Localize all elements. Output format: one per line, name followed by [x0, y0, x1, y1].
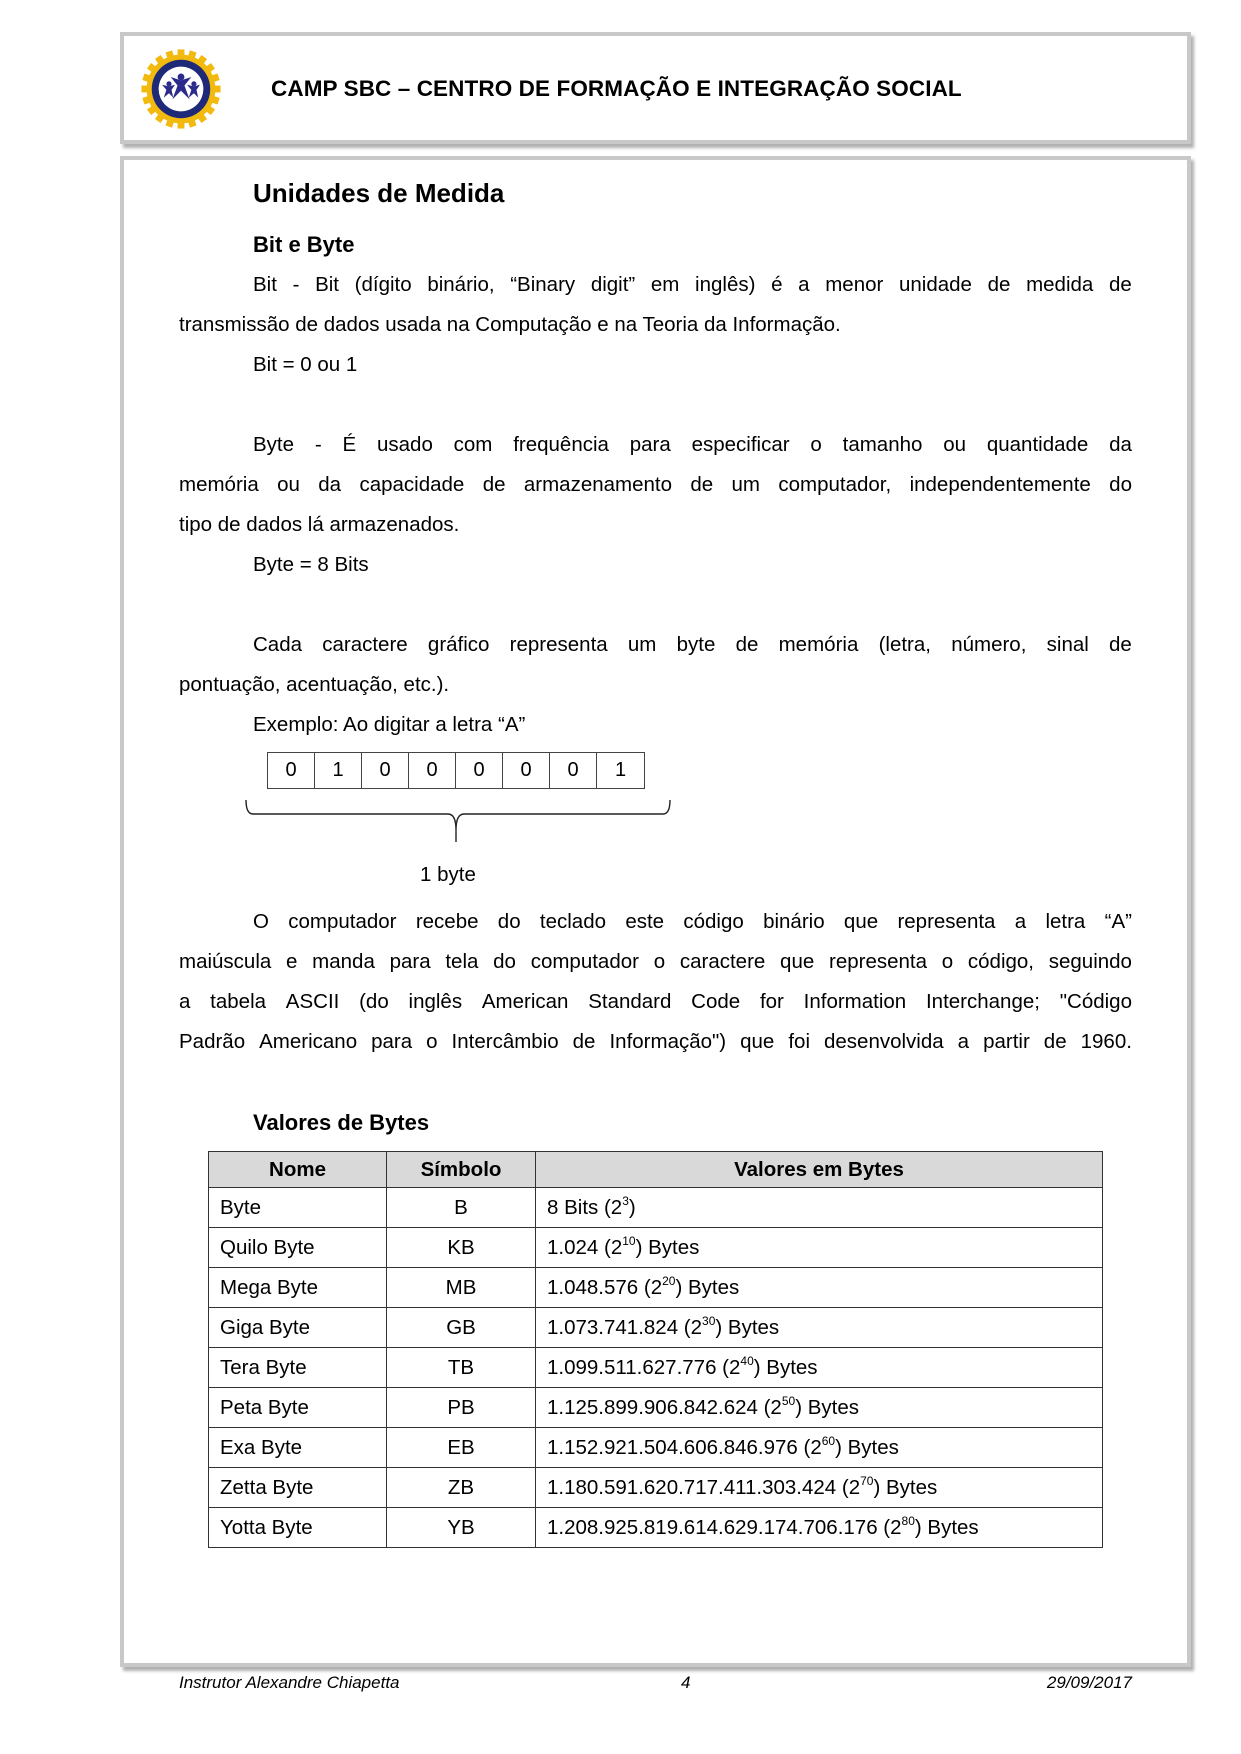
unit-name: Peta Byte: [209, 1388, 387, 1428]
byte-paragraph-line1: [253, 433, 1132, 457]
word: número,: [951, 633, 1027, 656]
value-exponent: 80: [901, 1513, 915, 1528]
value-suffix: ): [628, 1195, 636, 1219]
word: “A”: [1104, 910, 1132, 933]
table-row: [209, 1508, 1103, 1548]
unit-name: Giga Byte: [209, 1308, 387, 1348]
word: maiúscula: [179, 950, 272, 973]
word: código: [683, 910, 744, 933]
value-exponent: 10: [622, 1233, 636, 1248]
word: a: [798, 273, 810, 296]
bit-cell: 0: [362, 753, 409, 788]
word: É: [342, 433, 357, 456]
value-base: 1.208.925.819.614.629.174.706.176 (2: [547, 1515, 902, 1539]
word: de: [987, 273, 1011, 296]
byte-equation: Byte = 8 Bits: [253, 553, 369, 576]
table-row: [209, 1268, 1103, 1308]
unit-value: [536, 1268, 1103, 1308]
word: frequência: [513, 433, 609, 456]
value-base: 1.048.576 (2: [547, 1275, 663, 1299]
value-base: 1.180.591.620.717.411.303.424 (2: [547, 1475, 861, 1499]
word: menor: [825, 273, 884, 296]
binary-bits-row: [267, 752, 645, 789]
unit-symbol: PB: [387, 1388, 536, 1428]
unit-name: Zetta Byte: [209, 1468, 387, 1508]
column-header-name: Nome: [209, 1152, 387, 1188]
unit-value: [536, 1468, 1103, 1508]
word: para: [389, 950, 431, 973]
word: tela: [445, 950, 479, 973]
word: gráfico: [427, 633, 490, 656]
byte-paragraph-line2: [179, 473, 1132, 497]
value-base: 1.125.899.906.842.624 (2: [547, 1395, 782, 1419]
word: Intercâmbio: [451, 1030, 559, 1053]
word: Cada: [253, 633, 303, 656]
table-row: [209, 1348, 1103, 1388]
word: "Código: [1059, 990, 1132, 1013]
unit-symbol: EB: [387, 1428, 536, 1468]
unit-name: Yotta Byte: [209, 1508, 387, 1548]
word: Code: [691, 990, 741, 1013]
word: inglês): [695, 273, 756, 296]
value-base: 1.073.741.824 (2: [547, 1315, 703, 1339]
unit-value: [536, 1188, 1103, 1228]
word: um: [731, 473, 761, 496]
word: Padrão: [179, 1030, 246, 1053]
value-exponent: 60: [821, 1433, 836, 1448]
word: computador: [530, 950, 639, 973]
page-title: Unidades de Medida: [253, 178, 505, 208]
word: caractere: [679, 950, 766, 973]
unit-symbol: TB: [387, 1348, 536, 1388]
table-row: [209, 1428, 1103, 1468]
word: recebe: [415, 910, 479, 933]
value-suffix: ) Bytes: [675, 1275, 740, 1299]
value-suffix: ) Bytes: [914, 1515, 979, 1539]
word: Americano: [259, 1030, 358, 1053]
word: capacidade: [359, 473, 465, 496]
word: é: [771, 273, 783, 296]
bit-cell: 0: [503, 753, 550, 788]
unit-symbol: MB: [387, 1268, 536, 1308]
word: partir: [983, 1030, 1030, 1053]
word: o: [810, 433, 822, 456]
word: Information: [803, 990, 907, 1013]
word: “Binary: [510, 273, 576, 296]
unit-value: [536, 1348, 1103, 1388]
word: Bit: [253, 273, 277, 296]
word: e: [286, 950, 298, 973]
word: seguindo: [1048, 950, 1132, 973]
value-exponent: 20: [662, 1273, 676, 1288]
section-heading-byte-values: Valores de Bytes: [253, 1110, 430, 1135]
value-base: 8 Bits (2: [547, 1195, 623, 1219]
table-header-row: [209, 1152, 1103, 1188]
word: o: [426, 1030, 438, 1053]
ascii-paragraph-line4: [179, 1030, 1132, 1054]
byte-brace-icon: [243, 800, 673, 846]
ascii-paragraph-line1: [253, 910, 1132, 934]
unit-name: Mega Byte: [209, 1268, 387, 1308]
word: para: [629, 433, 671, 456]
brace-label: 1 byte: [420, 863, 476, 886]
value-suffix: ) Bytes: [873, 1475, 938, 1499]
word: especificar: [691, 433, 790, 456]
word: -: [292, 273, 300, 296]
word: de: [1108, 273, 1132, 296]
example-text: Exemplo: Ao digitar a letra “A”: [253, 713, 526, 736]
word: 1960.: [1080, 1030, 1132, 1053]
byte-paragraph-line3: tipo de dados lá armazenados.: [179, 513, 460, 536]
unit-symbol: YB: [387, 1508, 536, 1548]
word: Bit: [315, 273, 340, 296]
unit-name: Exa Byte: [209, 1428, 387, 1468]
word: teclado: [539, 910, 607, 933]
word: da: [1109, 433, 1132, 456]
bit-paragraph-line2: transmissão de dados usada na Computação e na Teoria da Informação.: [179, 313, 841, 336]
word: de: [1043, 1030, 1067, 1053]
word: ou: [943, 433, 967, 456]
word: ASCII: [285, 990, 340, 1013]
bit-cell: 0: [550, 753, 597, 788]
char-paragraph-line2: pontuação, acentuação, etc.).: [179, 673, 450, 696]
word: (letra,: [878, 633, 931, 656]
value-base: 1.099.511.627.776 (2: [547, 1355, 741, 1379]
bit-cell: 0: [456, 753, 503, 788]
column-header-values: Valores em Bytes: [536, 1152, 1103, 1188]
unit-symbol: GB: [387, 1308, 536, 1348]
word: desenvolvida: [824, 1030, 944, 1053]
word: letra: [1045, 910, 1086, 933]
value-base: 1.152.921.504.606.846.976 (2: [547, 1435, 822, 1459]
value-exponent: 30: [702, 1313, 716, 1328]
word: byte: [676, 633, 716, 656]
word: tamanho: [842, 433, 923, 456]
word: que: [843, 910, 879, 933]
table-row: [209, 1468, 1103, 1508]
word: for: [759, 990, 784, 1013]
bit-cell: 1: [315, 753, 362, 788]
bit-cell: 0: [409, 753, 456, 788]
value-exponent: 40: [740, 1353, 754, 1368]
value-suffix: ) Bytes: [753, 1355, 818, 1379]
word: armazenamento: [523, 473, 672, 496]
word: de: [690, 473, 714, 496]
ascii-paragraph-line2: [179, 950, 1132, 974]
word: tabela: [210, 990, 267, 1013]
word: do: [493, 950, 516, 973]
word: sinal: [1046, 633, 1089, 656]
word: de: [1109, 633, 1132, 656]
word: a: [957, 1030, 970, 1053]
value-suffix: ) Bytes: [635, 1235, 700, 1259]
footer-instructor: Instrutor Alexandre Chiapetta: [179, 1673, 400, 1692]
word: este: [625, 910, 665, 933]
header-box: [120, 32, 1191, 144]
word: (do: [359, 990, 389, 1013]
bit-cell: 1: [614, 759, 627, 781]
word: Byte: [253, 433, 295, 456]
word: o: [941, 950, 954, 973]
word: que: [740, 1030, 775, 1053]
word: -: [314, 433, 322, 456]
value-exponent: 3: [622, 1193, 629, 1208]
value-suffix: ) Bytes: [715, 1315, 780, 1339]
word: American: [481, 990, 569, 1013]
char-paragraph-line1: [253, 633, 1132, 657]
word: memória: [778, 633, 859, 656]
word: memória: [179, 473, 259, 496]
word: representa: [509, 633, 608, 656]
word: um: [627, 633, 657, 656]
word: representa: [897, 910, 996, 933]
footer-date: 29/09/2017: [1046, 1673, 1132, 1692]
unit-symbol: B: [387, 1188, 536, 1228]
bit-equation: Bit = 0 ou 1: [253, 353, 358, 376]
unit-value: [536, 1228, 1103, 1268]
ascii-paragraph-line3: [179, 990, 1132, 1014]
table-row: [209, 1228, 1103, 1268]
word: independentemente: [909, 473, 1091, 496]
word: binário,: [427, 273, 495, 296]
value-suffix: ) Bytes: [835, 1435, 899, 1459]
word: quantidade: [986, 433, 1089, 456]
word: com: [453, 433, 493, 456]
word: para: [371, 1030, 413, 1053]
word: Standard: [588, 990, 672, 1013]
table-row: [209, 1308, 1103, 1348]
table-row: [209, 1188, 1103, 1228]
word: de: [735, 633, 759, 656]
header-title: CAMP SBC – CENTRO DE FORMAÇÃO E INTEGRAÇÃO SOCIAL: [271, 76, 962, 101]
unit-name: Byte: [209, 1188, 387, 1228]
word: usado: [376, 433, 433, 456]
word: unidade: [898, 273, 972, 296]
word: que: [780, 950, 815, 973]
unit-name: Tera Byte: [209, 1348, 387, 1388]
word: (dígito: [354, 273, 412, 296]
word: representa: [829, 950, 928, 973]
section-heading-bit-byte: Bit e Byte: [253, 232, 355, 257]
word: a: [179, 990, 191, 1013]
word: foi: [788, 1030, 810, 1053]
word: em: [650, 273, 680, 296]
word: Interchange;: [925, 990, 1040, 1013]
word: o: [653, 950, 666, 973]
word: de: [482, 473, 506, 496]
value-exponent: 50: [781, 1393, 796, 1408]
unit-value: [536, 1428, 1103, 1468]
table-row: [209, 1388, 1103, 1428]
word: Informação"): [609, 1030, 727, 1053]
unit-symbol: KB: [387, 1228, 536, 1268]
word: a: [1014, 910, 1027, 933]
value-exponent: 70: [860, 1473, 874, 1488]
word: de: [572, 1030, 596, 1053]
value-base: 1.024 (2: [547, 1235, 623, 1259]
bit-cell: 0: [268, 753, 315, 788]
word: caractere: [322, 633, 408, 656]
unit-symbol: ZB: [387, 1468, 536, 1508]
word: ou: [277, 473, 300, 496]
unit-value: [536, 1508, 1103, 1548]
word: O: [253, 910, 269, 933]
word: computador,: [778, 473, 892, 496]
word: manda: [312, 950, 375, 973]
unit-value: [536, 1308, 1103, 1348]
word: binário: [763, 910, 825, 933]
column-header-symbol: Símbolo: [387, 1152, 536, 1188]
footer-page-number: 4: [681, 1673, 691, 1692]
word: do: [497, 910, 521, 933]
word: computador: [288, 910, 397, 933]
byte-values-table: [208, 1151, 1103, 1548]
camp-sbc-logo-icon: [138, 46, 224, 132]
word: código,: [967, 950, 1034, 973]
unit-value: [536, 1388, 1103, 1428]
word: digit”: [590, 273, 636, 296]
value-suffix: ) Bytes: [795, 1395, 859, 1419]
word: inglês: [408, 990, 463, 1013]
word: medida: [1026, 273, 1094, 296]
unit-name: Quilo Byte: [209, 1228, 387, 1268]
bit-paragraph-line1: [253, 273, 1132, 297]
word: da: [318, 473, 342, 496]
word: do: [1109, 473, 1132, 496]
